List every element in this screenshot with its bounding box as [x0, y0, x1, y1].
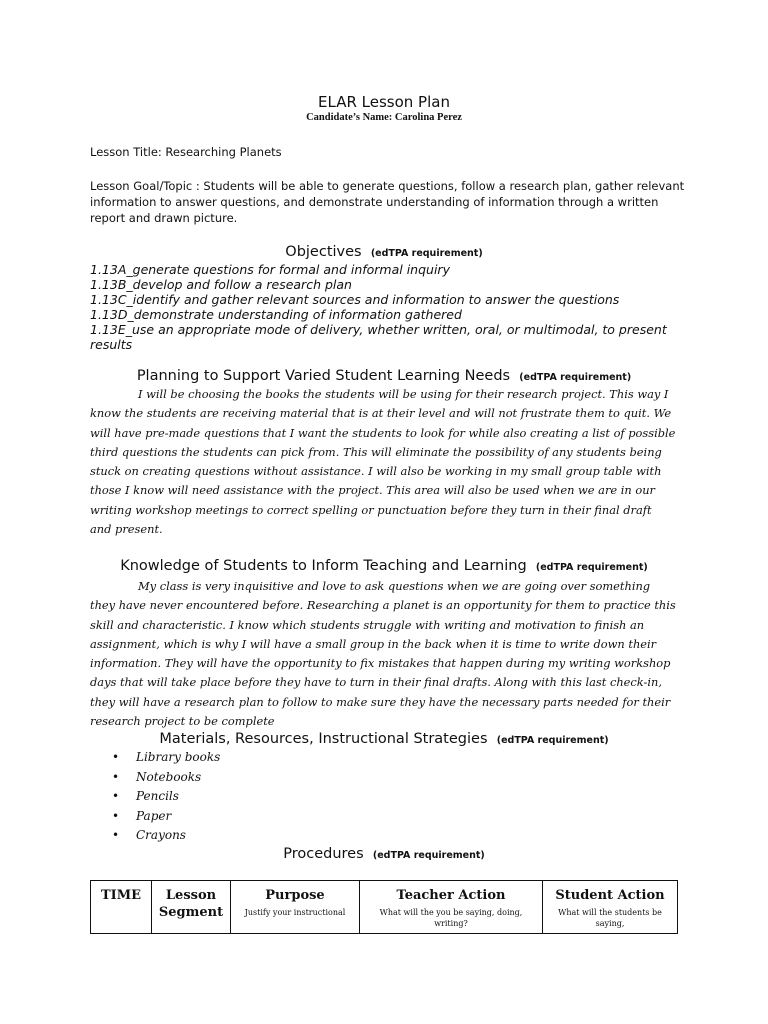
column-subtitle-teacher-action: What will the you be saying, doing, writing?	[379, 908, 523, 928]
column-subtitle-purpose: Justify your instructional	[244, 908, 346, 917]
procedures-table	[90, 880, 678, 934]
requirement-tag: (edTPA requirement)	[496, 735, 609, 746]
objective-item: 1.13A_generate questions for formal and informal inquiry	[90, 262, 450, 277]
column-header-lesson-segment: Lesson Segment	[152, 881, 231, 934]
lesson-title: Lesson Title: Researching Planets	[90, 145, 282, 159]
objectives-heading	[0, 244, 768, 260]
column-header-student-action: Student Action What will the students be saying,	[543, 881, 678, 934]
planning-paragraph: I will be choosing the books the students will be using for their research project. This way I know the students are receiving material that is at their level and will not frustrate them to quit. We will have pre-made questions that I want the students to look for while also creating a list of possible third questions the students can pick from. This will eliminate the possibility of any students being stuck on creating questions without assistance. I will also be working in my small group table with those I know will need assistance with the project. This area will also be used when we are in our writing workshop meetings to correct spelling or punctuation before they turn in their final draft and present.	[90, 387, 676, 537]
knowledge-heading	[0, 558, 768, 574]
list-item: • Paper	[112, 807, 220, 827]
materials-list	[112, 748, 220, 846]
materials-heading-text: Materials, Resources, Instructional Strategies	[159, 731, 488, 747]
list-item: • Library books	[112, 748, 220, 768]
procedures-heading	[0, 846, 768, 862]
knowledge-paragraph: My class is very inquisitive and love to ask questions when we are going over something they have never encountered before. Researching a planet is an opportunity for them to practice this skill and characteristic. I know which students struggle with writing and motivation to finish an assignment, which is why I will have a small group in the back when it is time to write down their information. They will have the opportunity to fix mistakes that happen during my writing workshop days that will take place before they have to turn in their final drafts. Along with this last check-in, they will have a research plan to follow to make sure they have the necessary parts needed for their research project to be complete	[90, 579, 676, 729]
candidate-name: Candidate’s Name: Carolina Perez	[306, 112, 462, 123]
list-item: • Notebooks	[112, 768, 220, 788]
objective-item: 1.13E_use an appropriate mode of delivery, whether written, oral, or multimodal, to present results	[90, 322, 667, 352]
objective-item: 1.13B_develop and follow a research plan	[90, 277, 352, 292]
list-item: • Pencils	[112, 787, 220, 807]
requirement-tag: (edTPA requirement)	[535, 562, 648, 573]
procedures-heading-text: Procedures	[283, 846, 364, 862]
document-title: ELAR Lesson Plan	[318, 93, 450, 111]
requirement-tag: (edTPA requirement)	[372, 850, 485, 861]
column-header-purpose: Purpose Justify your instructional	[231, 881, 360, 934]
lesson-goal: Lesson Goal/Topic : Students will be able to generate questions, follow a research plan, gather relevant information to answer questions, and demonstrate understanding of information through a written report and drawn picture.	[90, 179, 685, 225]
planning-heading	[0, 368, 768, 384]
column-header-time: TIME	[91, 881, 152, 934]
requirement-tag: (edTPA requirement)	[370, 248, 483, 259]
objective-item: 1.13D_demonstrate understanding of information gathered	[90, 307, 462, 322]
objectives-heading-text: Objectives	[285, 244, 362, 260]
column-header-teacher-action: Teacher Action What will the you be saying, doing, writing?	[360, 881, 543, 934]
column-subtitle-student-action: What will the students be saying,	[558, 908, 662, 928]
objectives-list	[90, 262, 670, 352]
knowledge-heading-text: Knowledge of Students to Inform Teaching and Learning	[120, 558, 527, 574]
table-header-row	[91, 881, 678, 934]
materials-heading	[0, 731, 768, 747]
planning-heading-text: Planning to Support Varied Student Learning Needs	[136, 368, 511, 384]
objective-item: 1.13C_identify and gather relevant sources and information to answer the questions	[90, 292, 620, 307]
list-item: • Crayons	[112, 826, 220, 846]
requirement-tag: (edTPA requirement)	[519, 372, 632, 383]
